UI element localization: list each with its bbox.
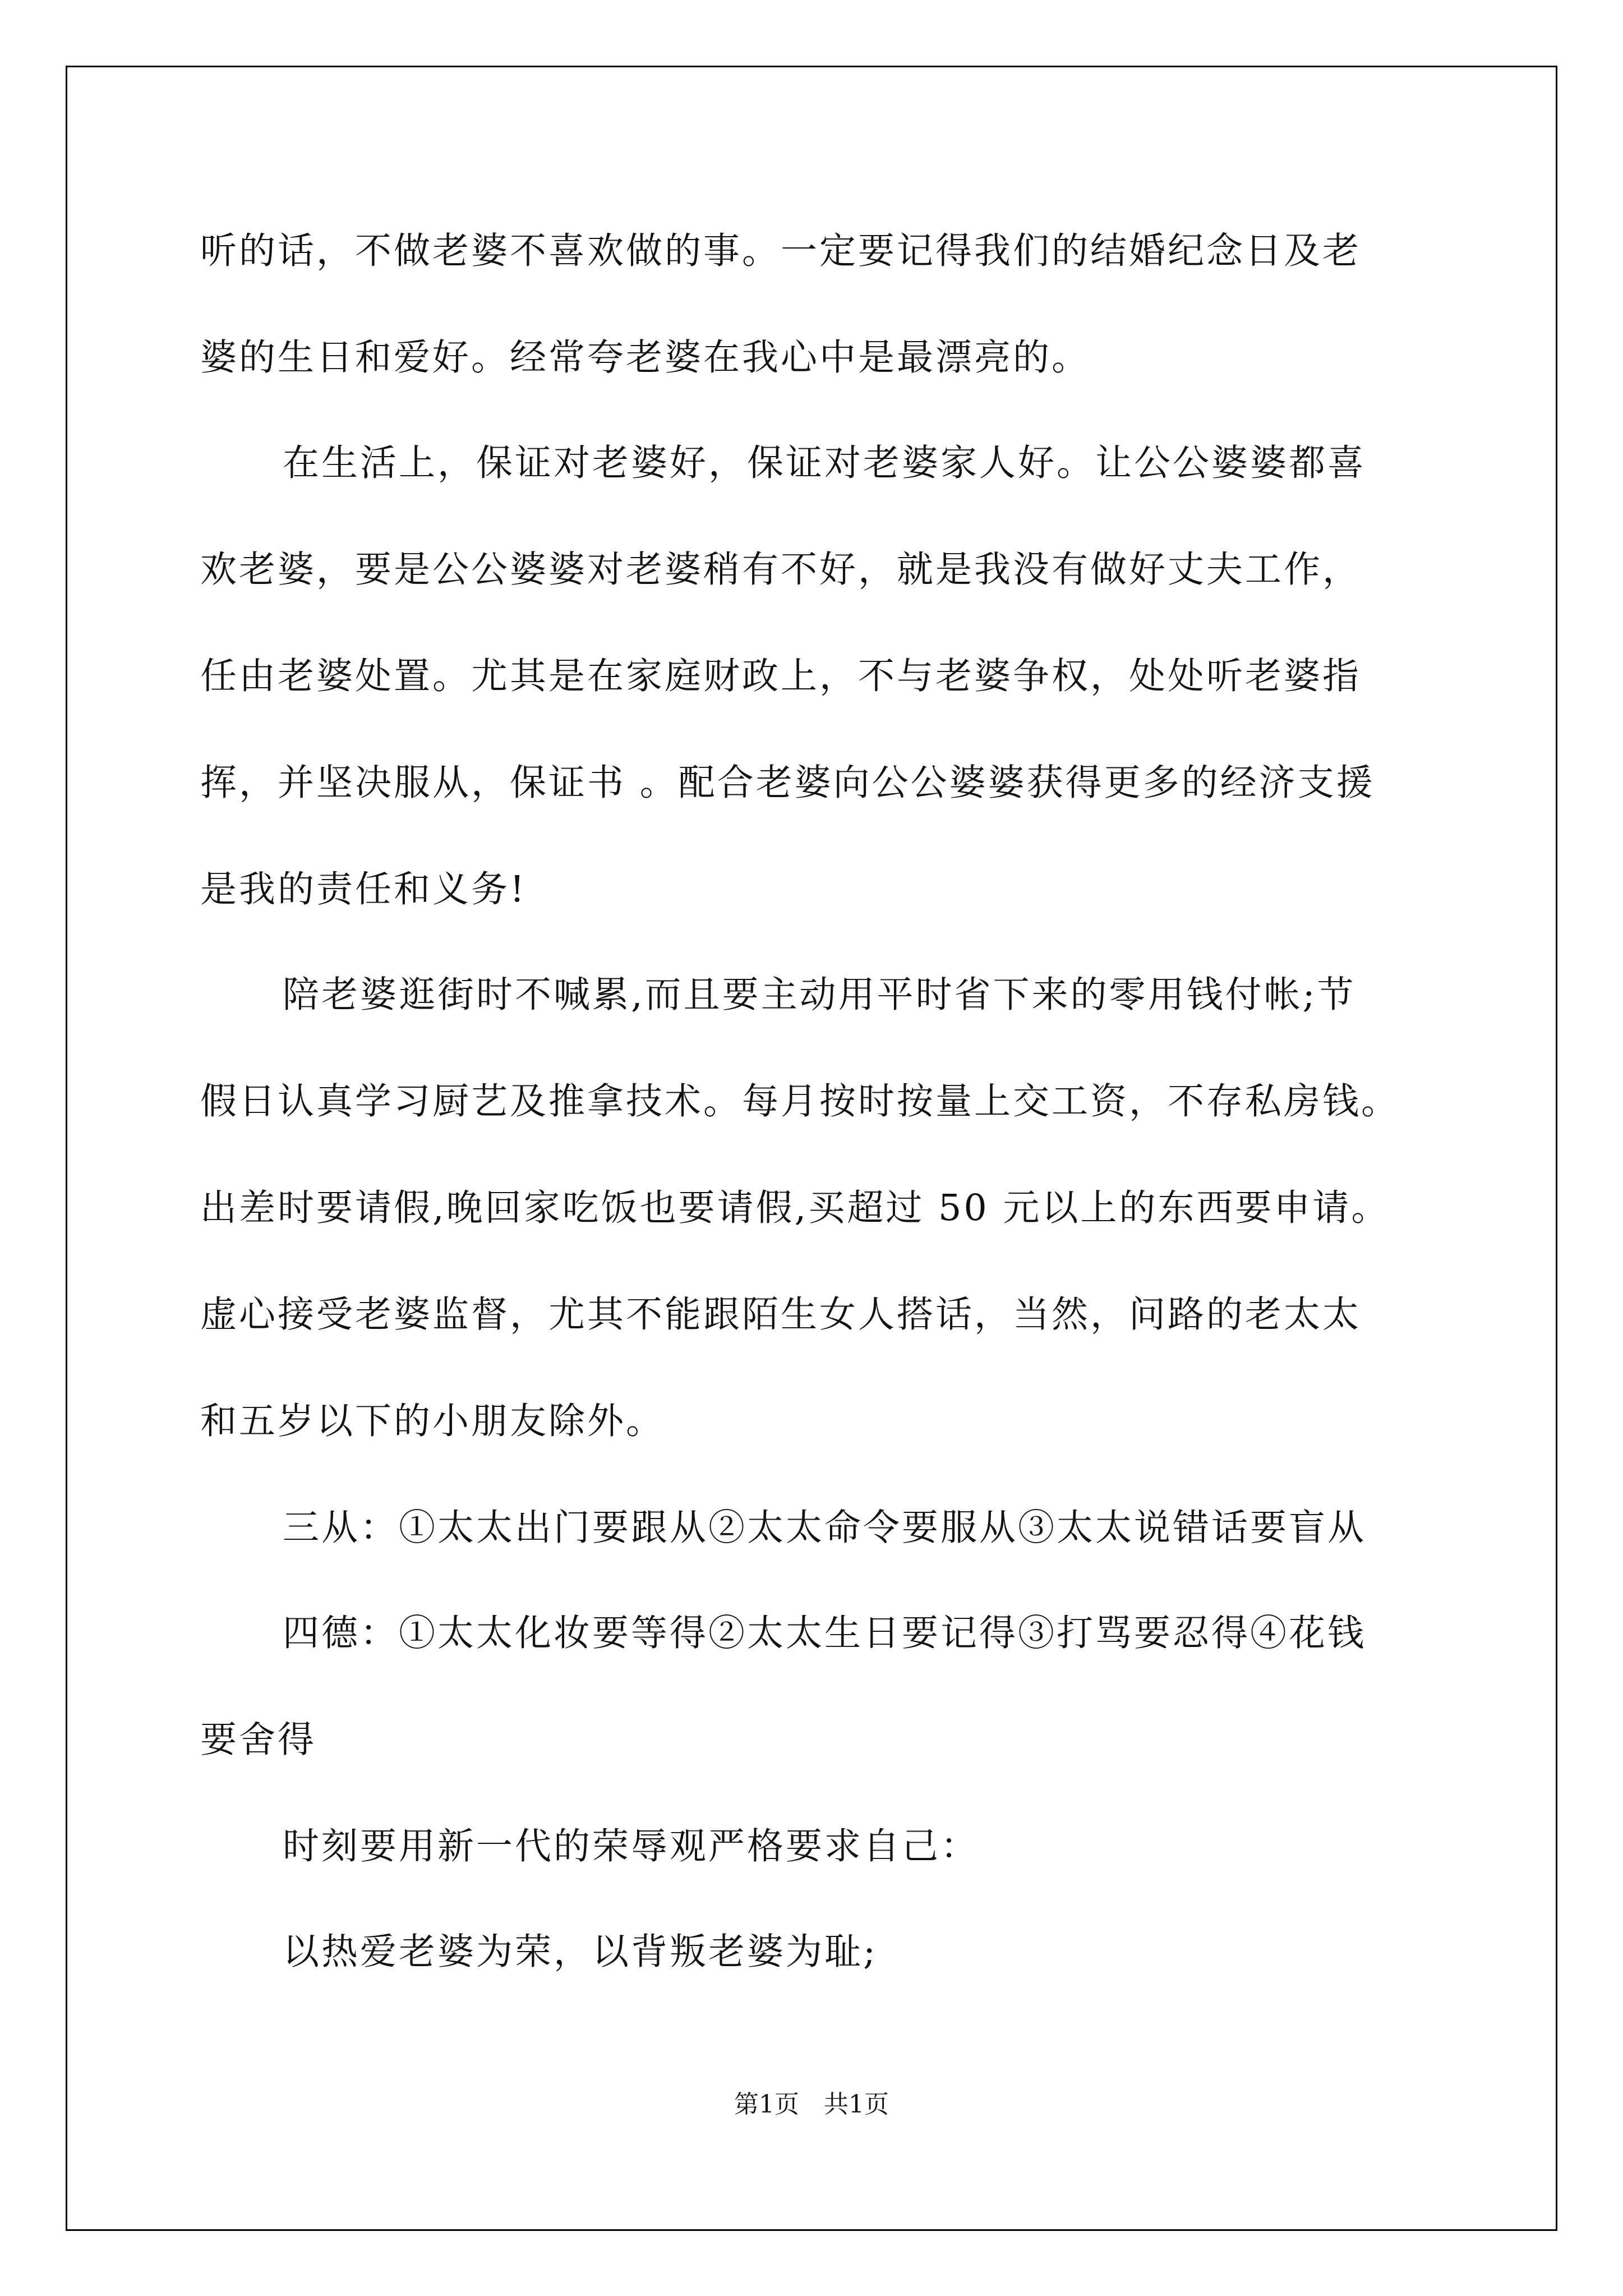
text-line-17: 以热爱老婆为荣，以背叛老婆为耻; [283,1931,878,1973]
text-line-10: 出差时要请假,晚回家吃饭也要请假,买超过 50 元以上的东西要申请。 [200,1187,1390,1229]
text-line-11: 虚心接受老婆监督，尤其不能跟陌生女人搭话，当然，问路的老太太 [200,1294,1362,1336]
text-line-2: 婆的生日和爱好。经常夸老婆在我心中是最漂亮的。 [200,337,1091,379]
text-line-15: 要舍得 [200,1719,317,1761]
text-line-5: 任由老婆处置。尤其是在家庭财政上，不与老婆争权，处处听老婆指 [200,655,1362,697]
page-footer: 第1页 共1页 [734,2090,889,2119]
text-line-13: 三从：①太太出门要跟从②太太命令要服从③太太说错话要盲从 [283,1507,1367,1549]
text-line-6: 挥，并坚决服从，保证书 。配合老婆向公公婆婆获得更多的经济支援 [200,762,1375,804]
text-line-7: 是我的责任和义务! [200,868,527,910]
text-line-9: 假日认真学习厨艺及推拿技术。每月按时按量上交工资，不存私房钱。 [200,1080,1400,1122]
text-line-1: 听的话，不做老婆不喜欢做的事。一定要记得我们的结婚纪念日及老 [200,230,1362,272]
text-line-16: 时刻要用新一代的荣辱观严格要求自己： [283,1825,980,1867]
text-line-12: 和五岁以下的小朋友除外。 [200,1400,665,1442]
text-line-3: 在生活上，保证对老婆好，保证对老婆家人好。让公公婆婆都喜 [283,442,1367,484]
page-border [66,66,1557,2231]
text-line-4: 欢老婆，要是公公婆婆对老婆稍有不好，就是我没有做好丈夫工作， [200,549,1362,591]
text-line-8: 陪老婆逛街时不喊累,而且要主动用平时省下来的零用钱付帐;节 [283,974,1356,1016]
text-line-14: 四德：①太太化妆要等得②太太生日要记得③打骂要忍得④花钱 [283,1612,1367,1654]
